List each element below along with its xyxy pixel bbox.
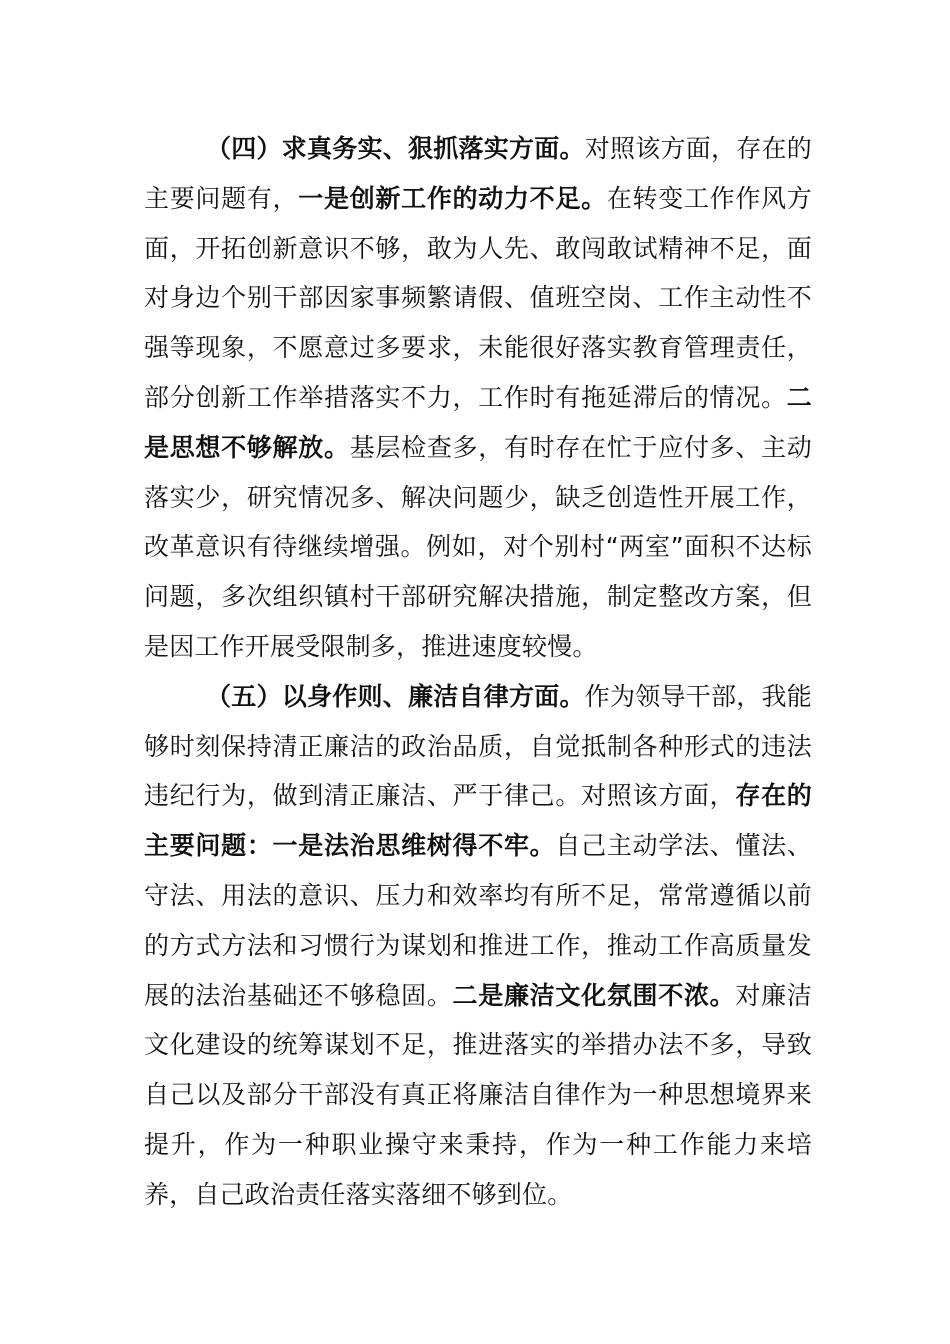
section-four-heading: （四）求真务实、狠抓落实方面。	[206, 134, 585, 163]
paragraph-section-four	[144, 124, 812, 672]
section-five-issue-two-title: 二是廉洁文化氛围不浓。	[452, 980, 736, 1010]
paragraph-section-five	[144, 672, 812, 1220]
document-body	[144, 124, 812, 1220]
section-five-issue-one-title: 存在的主要问题：一是法治思维树得不牢。	[144, 781, 812, 861]
section-five-issue-one-text: 自己主动学法、懂法、守法、用法的意识、压力和效率均有所不足，常常遵循以前的方式方法和习惯行为谋划和推进工作，推动工作高质量发展的法治基础还不够稳固。	[144, 831, 812, 1010]
section-four-issue-two-text: 基层检查多，有时存在忙于应付多、主动落实少，研究情况多、解决问题少，缺乏创造性开展工作，改革意识有待继续增强。例如，对个别村“两室”面积不达标问题，多次组织镇村干部研究解决措施，制定整改方案，但是因工作开展受限制多，推进速度较慢。	[144, 432, 812, 661]
section-five-intro: 作为领导干部，我能够时刻保持清正廉洁的政治品质，自觉抵制各种形式的违法违纪行为，做到清正廉洁、严于律己。对照该方面，	[144, 681, 812, 811]
section-four-intro: 对照该方面，存在的主要问题有，	[144, 134, 812, 213]
section-five-heading: （五）以身作则、廉洁自律方面。	[206, 681, 585, 711]
section-four-issue-one-title: 一是创新工作的动力不足。	[298, 183, 607, 213]
section-four-issue-one-text: 在转变工作作风方面，开拓创新意识不够，敢为人先、敢闯敢试精神不足，面对身边个别干部因家事频繁请假、值班空岗、工作主动性不强等现象，不愿意过多要求，未能很好落实教育管理责任，部分创新工作举措落实不力，工作时有拖延滞后的情况。	[144, 183, 813, 412]
section-five-issue-two-text: 对廉洁文化建设的统筹谋划不足，推进落实的举措办法不多，导致自己以及部分干部没有真正将廉洁自律作为一种思想境界来提升，作为一种职业操守来秉持，作为一种工作能力来培养，自己政治责任落实落细不够到位。	[144, 980, 812, 1209]
section-four-issue-two-title: 二是思想不够解放。	[144, 382, 812, 462]
